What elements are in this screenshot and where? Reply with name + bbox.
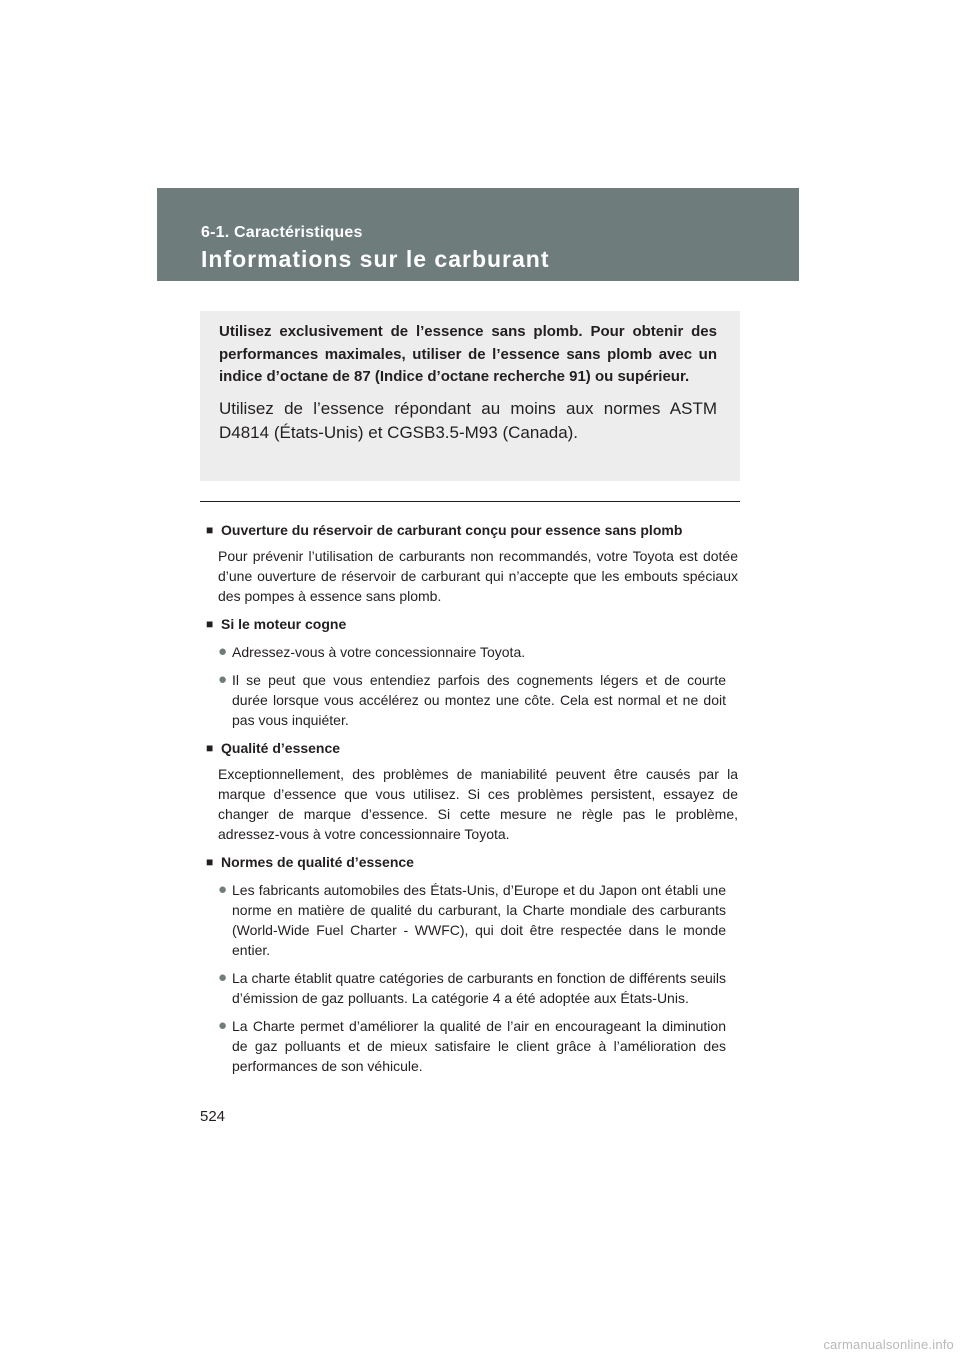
section-paragraph: Pour prévenir l’utilisation de carburants non recommandés, votre Toyota est dotée d’une ouverture de réservoir de carburant qui n’accepte que les embouts spéciaux des pompes à essence sans plomb.: [218, 548, 738, 604]
section-fuel-standards: [206, 852, 738, 1076]
circle-bullet-icon: ●: [218, 643, 228, 660]
section-paragraph: Exceptionnellement, des problèmes de maniabilité peuvent être causés par la marque d’essence que vous utilisez. Si ces problèmes persistent, essayez de changer de marque d’essence. Si cette mesure ne règle pas le problème, adressez-vous à votre concessionnaire Toyota.: [218, 766, 738, 842]
circle-bullet-icon: ●: [218, 1017, 228, 1034]
square-bullet-icon: ■: [206, 617, 214, 631]
section-fuel-quality: [206, 738, 738, 844]
divider: [200, 501, 740, 502]
watermark: carmanualsonline.info: [823, 1337, 954, 1352]
chapter-header: [157, 188, 799, 281]
list-item: ● Il se peut que vous entendiez parfois des cognements légers et de courte durée lorsque vous accélérez ou montez une côte. Cela est normal et ne doit pas vous inquiéter.: [218, 671, 726, 728]
list-item: ● Les fabricants automobiles des États-Unis, d’Europe et du Japon ont établi une norme en matière de qualité du carburant, la Charte mondiale des carburants (World-Wide Fuel Charter - WWFC), qui doit être respectée dans le monde entier.: [218, 881, 726, 958]
square-bullet-icon: ■: [206, 855, 214, 869]
page-title: Informations sur le carburant: [201, 246, 550, 272]
section-heading: Si le moteur cogne: [221, 616, 347, 632]
circle-bullet-icon: ●: [218, 881, 228, 898]
section-label: 6-1. Caractéristiques: [201, 224, 363, 241]
list-item: ● La Charte permet d’améliorer la qualité de l’air en encourageant la diminution de gaz polluants et de mieux satisfaire le client grâce à l’amélioration des performances de son véhicule.: [218, 1017, 726, 1074]
list-item: ● La charte établit quatre catégories de carburants en fonction de différents seuils d’émission de gaz polluants. La catégorie 4 a été adoptée aux États-Unis.: [218, 969, 726, 1006]
square-bullet-icon: ■: [206, 741, 214, 755]
list-item: ● Adressez-vous à votre concessionnaire Toyota.: [218, 643, 526, 660]
info-box: [200, 311, 740, 481]
content-body: [206, 520, 738, 1076]
info-box-text: Utilisez de l’essence répondant au moins aux normes ASTM D4814 (États-Unis) et CGSB3.5-M93 (Canada).: [219, 398, 717, 442]
section-engine-knock: [206, 614, 738, 730]
circle-bullet-icon: ●: [218, 671, 228, 688]
section-fuel-opening: [206, 520, 738, 606]
circle-bullet-icon: ●: [218, 969, 228, 986]
info-box-bold-text: Utilisez exclusivement de l’essence sans plomb. Pour obtenir des performances maximales, utiliser de l’essence sans plomb avec un indice d’octane de 87 (Indice d’octane recherche 91) ou supérieur.: [219, 323, 717, 385]
section-heading: Normes de qualité d’essence: [221, 854, 414, 870]
page-number: 524: [200, 1108, 226, 1125]
square-bullet-icon: ■: [206, 523, 214, 537]
section-heading: Qualité d’essence: [221, 740, 341, 756]
section-heading: Ouverture du réservoir de carburant conçu pour essence sans plomb: [221, 522, 683, 538]
